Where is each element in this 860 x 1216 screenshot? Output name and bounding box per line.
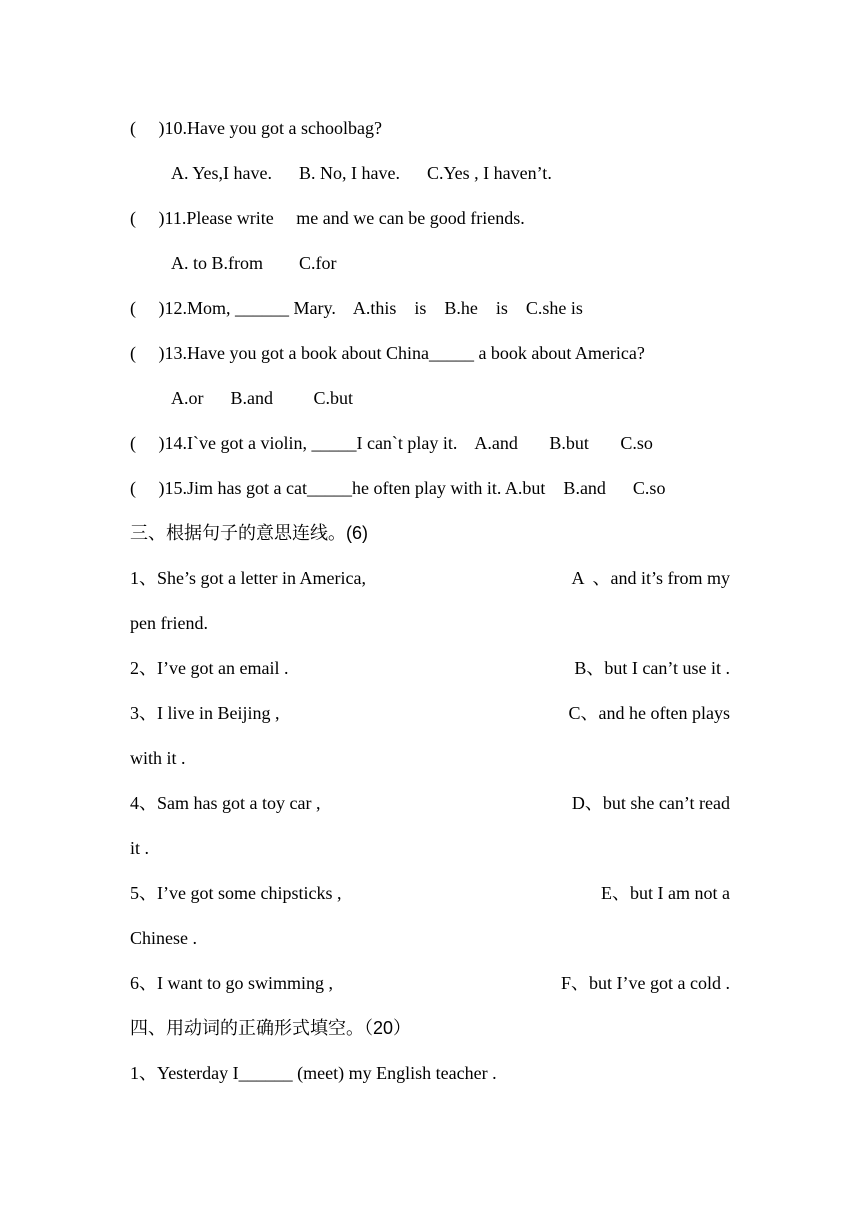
section-4-heading: 四、用动词的正确形式填空。（20） xyxy=(130,1018,412,1038)
question-11-options: A. to B.from C.for xyxy=(171,253,337,273)
match-right-f: F、but I’ve got a cold . xyxy=(561,973,730,993)
match-left-1: 1、She’s got a letter in America, xyxy=(130,568,366,588)
match-right-c: C、and he often plays xyxy=(568,703,730,723)
question-12-stem: ( )12.Mom, ______ Mary. A.this is B.he is C.she is xyxy=(130,298,583,318)
match-left-3: 3、I live in Beijing , xyxy=(130,703,280,723)
match-right-d: D、but she can’t read xyxy=(571,793,730,813)
question-10-stem: ( )10.Have you got a schoolbag? xyxy=(130,118,382,138)
match-left-2: 2、I’ve got an email . xyxy=(130,658,289,678)
question-11-stem: ( )11.Please write me and we can be good friends. xyxy=(130,208,525,228)
match-pair-3 xyxy=(130,701,730,725)
fill-item-1: 1、Yesterday I______ (meet) my English teacher . xyxy=(130,1063,497,1083)
match-right-a: A 、and it’s from my xyxy=(571,568,730,588)
match-left-5: 5、I’ve got some chipsticks , xyxy=(130,883,342,903)
match-pair-6 xyxy=(130,971,730,995)
question-13-stem: ( )13.Have you got a book about China_____ a book about America? xyxy=(130,343,645,363)
match-left-6: 6、I want to go swimming , xyxy=(130,973,333,993)
match-right-c-continued: with it . xyxy=(130,748,186,768)
question-14-stem: ( )14.I`ve got a violin, _____I can`t play it. A.and B.but C.so xyxy=(130,433,653,453)
match-left-4: 4、Sam has got a toy car , xyxy=(130,793,321,813)
match-right-b: B、but I can’t use it . xyxy=(574,658,730,678)
match-right-e-continued: Chinese . xyxy=(130,928,197,948)
section-3-heading: 三、根据句子的意思连线。(6) xyxy=(130,523,368,543)
match-pair-1 xyxy=(130,566,730,590)
question-13-options: A.or B.and C.but xyxy=(171,388,353,408)
question-10-options: A. Yes,I have. B. No, I have. C.Yes , I haven’t. xyxy=(171,163,552,183)
match-pair-2 xyxy=(130,656,730,680)
match-pair-5 xyxy=(130,881,730,905)
match-right-e: E、but I am not a xyxy=(601,883,730,903)
match-pair-4 xyxy=(130,791,730,815)
match-right-d-continued: it . xyxy=(130,838,150,858)
question-15-stem: ( )15.Jim has got a cat_____he often play with it. A.but B.and C.so xyxy=(130,478,666,498)
match-right-a-continued: pen friend. xyxy=(130,613,208,633)
